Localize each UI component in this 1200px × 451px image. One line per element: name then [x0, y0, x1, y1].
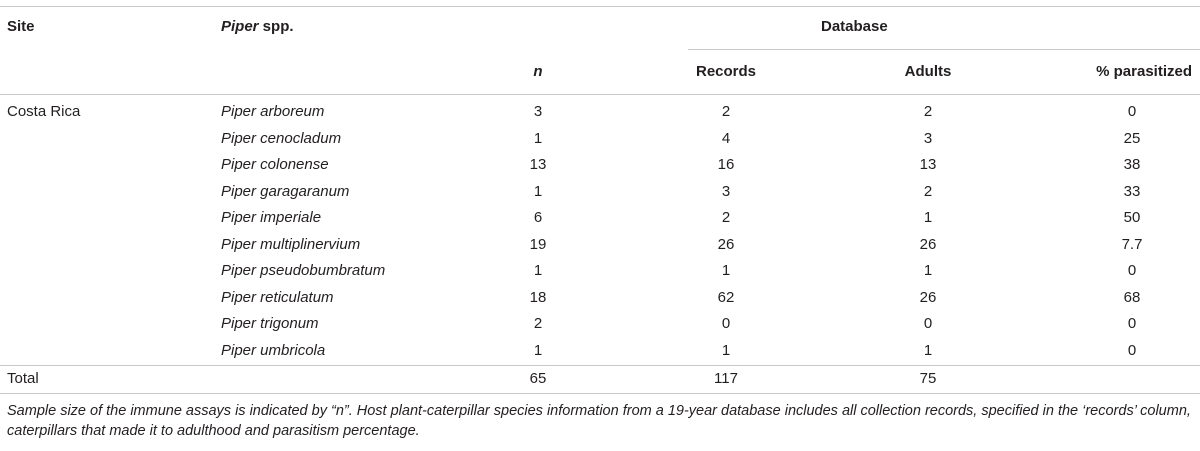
header-species-suffix: spp. — [258, 18, 294, 35]
cell-n: 2 — [533, 315, 543, 332]
cell-n: 19 — [529, 236, 547, 253]
table-top-rule — [0, 6, 1200, 7]
header-adults: Adults — [904, 63, 952, 80]
cell-records: 3 — [721, 183, 731, 200]
cell-adults: 0 — [923, 315, 933, 332]
header-species — [221, 18, 294, 36]
cell-percent-parasitized: 0 — [1127, 315, 1137, 332]
table-bottom-rule — [0, 393, 1200, 394]
cell-n: 1 — [533, 183, 543, 200]
cell-n: 6 — [533, 209, 543, 226]
cell-records: 4 — [721, 130, 731, 147]
header-species-genus: Piper — [221, 18, 259, 35]
species-name: Piper cenocladum — [221, 130, 342, 147]
cell-adults: 26 — [919, 289, 937, 306]
database-group-rule — [688, 49, 1200, 50]
cell-records: 2 — [721, 103, 731, 120]
total-label: Total — [7, 370, 39, 387]
cell-n: 13 — [529, 156, 547, 173]
cell-records: 62 — [717, 289, 735, 306]
cell-adults: 1 — [923, 209, 933, 226]
total-n: 65 — [529, 370, 547, 387]
header-records: Records — [695, 63, 757, 80]
cell-adults: 1 — [923, 342, 933, 359]
species-name: Piper reticulatum — [221, 289, 334, 306]
cell-records: 0 — [721, 315, 731, 332]
header-bottom-rule — [0, 94, 1200, 95]
cell-percent-parasitized: 33 — [1123, 183, 1141, 200]
cell-adults: 2 — [923, 103, 933, 120]
cell-adults: 1 — [923, 262, 933, 279]
cell-percent-parasitized: 50 — [1123, 209, 1141, 226]
cell-percent-parasitized: 38 — [1123, 156, 1141, 173]
cell-records: 26 — [717, 236, 735, 253]
cell-n: 18 — [529, 289, 547, 306]
header-percent-parasitized: % parasitized — [1096, 63, 1192, 80]
site-label: Costa Rica — [7, 103, 81, 120]
cell-n: 1 — [533, 262, 543, 279]
species-name: Piper imperiale — [221, 209, 322, 226]
header-site: Site — [7, 18, 35, 35]
species-name: Piper garagaranum — [221, 183, 350, 200]
table-footnote: Sample size of the immune assays is indicated by “n”. Host plant-caterpillar species information from a 19-year database includes all collection records, specified in the ‘records’ column, caterpillars that made it to adulthood and parasitism percentage. — [7, 403, 1191, 439]
cell-percent-parasitized: 0 — [1127, 342, 1137, 359]
species-name: Piper umbricola — [221, 342, 326, 359]
header-database: Database — [821, 18, 888, 35]
cell-records: 1 — [721, 262, 731, 279]
cell-n: 3 — [533, 103, 543, 120]
cell-adults: 3 — [923, 130, 933, 147]
total-top-rule — [0, 365, 1200, 366]
total-adults: 75 — [919, 370, 937, 387]
species-name: Piper trigonum — [221, 315, 319, 332]
cell-records: 2 — [721, 209, 731, 226]
cell-percent-parasitized: 0 — [1127, 262, 1137, 279]
species-name: Piper arboreum — [221, 103, 325, 120]
cell-adults: 13 — [919, 156, 937, 173]
cell-n: 1 — [533, 342, 543, 359]
header-n: n — [533, 63, 543, 80]
species-name: Piper pseudobumbratum — [221, 262, 386, 279]
cell-percent-parasitized: 25 — [1123, 130, 1141, 147]
cell-adults: 2 — [923, 183, 933, 200]
cell-percent-parasitized: 0 — [1127, 103, 1137, 120]
cell-n: 1 — [533, 130, 543, 147]
species-name: Piper multiplinervium — [221, 236, 361, 253]
cell-adults: 26 — [919, 236, 937, 253]
cell-records: 1 — [721, 342, 731, 359]
species-name: Piper colonense — [221, 156, 329, 173]
cell-records: 16 — [717, 156, 735, 173]
cell-percent-parasitized: 68 — [1123, 289, 1141, 306]
cell-percent-parasitized: 7.7 — [1121, 236, 1143, 253]
total-records: 117 — [714, 370, 738, 387]
